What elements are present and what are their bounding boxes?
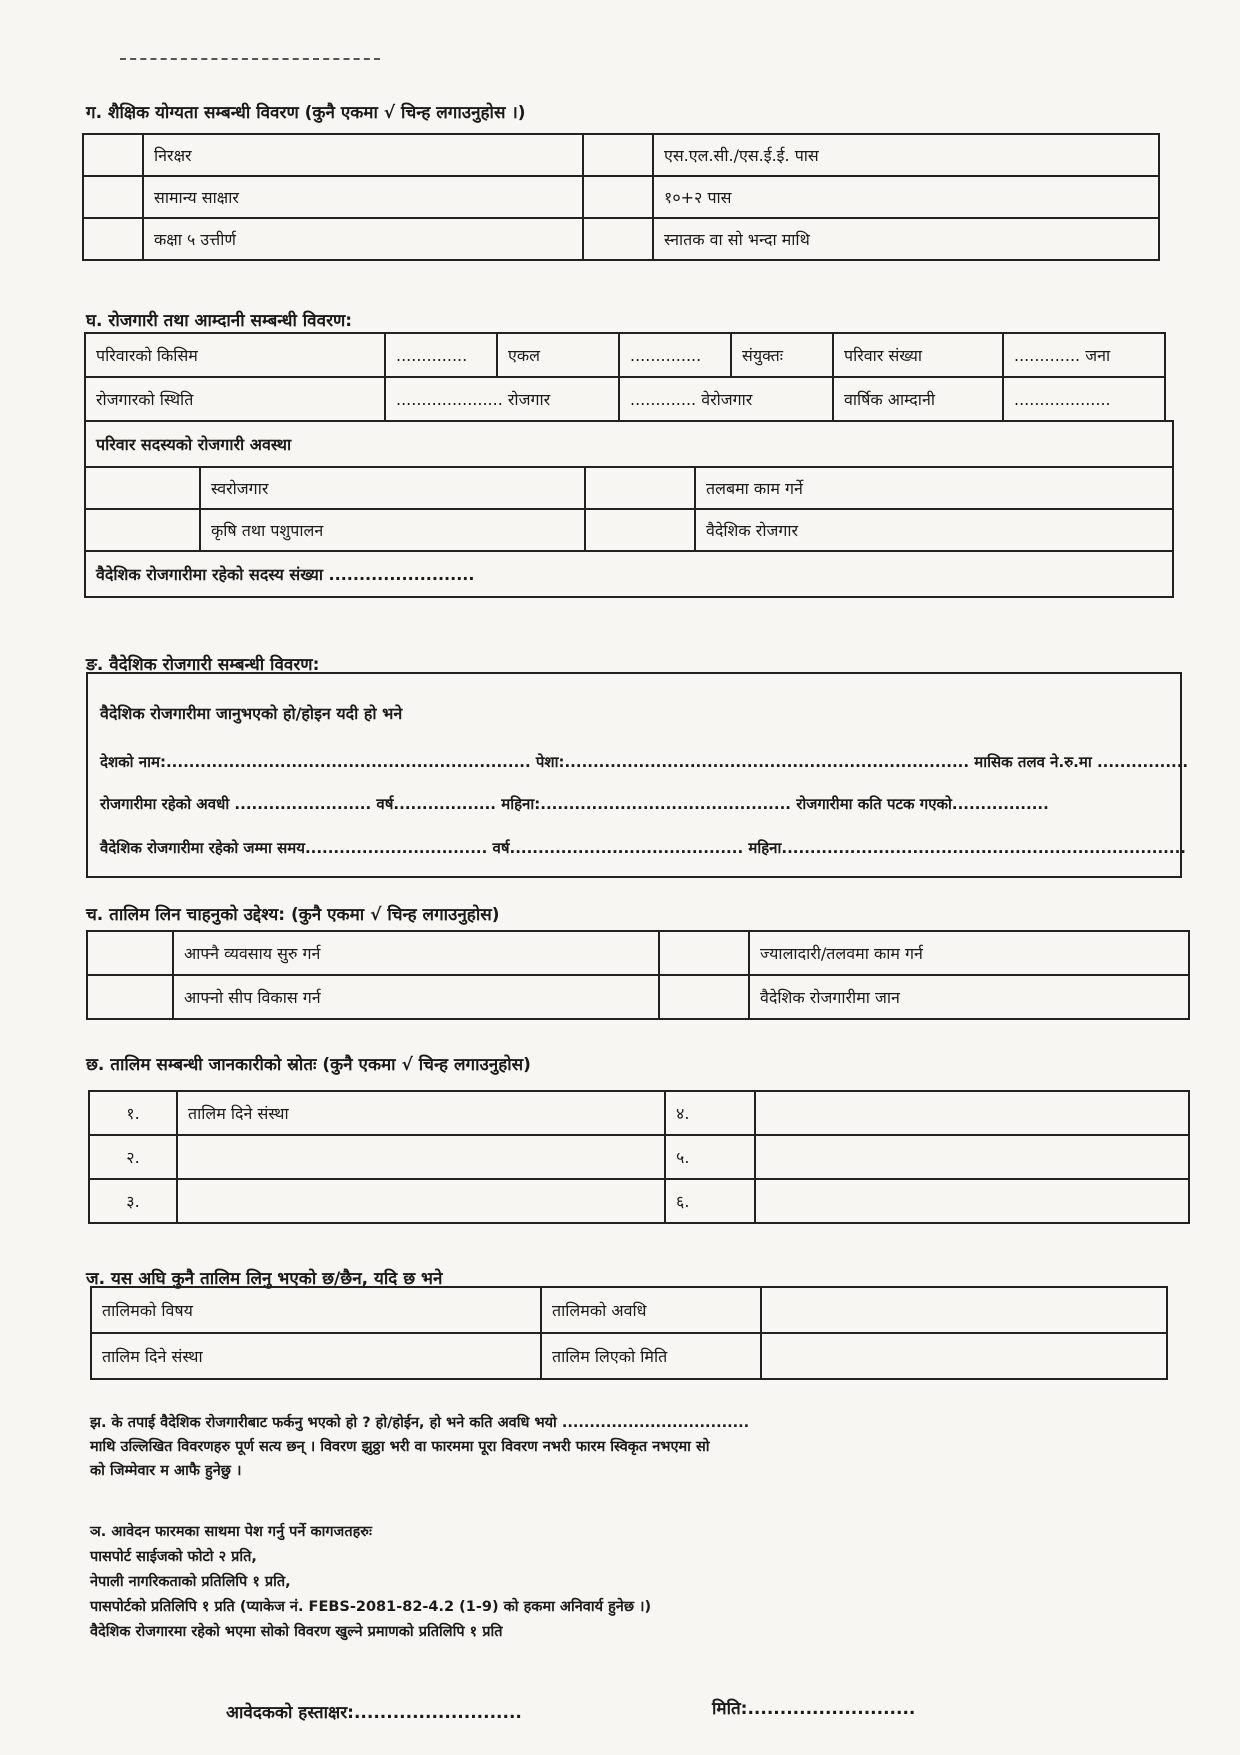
option-label: आफ्नो सीप विकास गर्न (173, 975, 659, 1019)
training-institute-label[interactable]: तालिम दिने संस्था (91, 1333, 541, 1379)
country-occupation-salary-line[interactable]: देशको नाम:................................................................ पेशा:....................................................................... मासिक तलव ने.रु.मा ................ (100, 753, 1189, 771)
training-purpose-table (86, 930, 1190, 1020)
document-item: वैदेशिक रोजगारमा रहेको भएमा सोको विवरण खुल्ने प्रमाणको प्रतिलिपि १ प्रति (90, 1624, 503, 1640)
blank-field[interactable]: .............. (619, 333, 731, 377)
checkbox-cell[interactable] (585, 509, 695, 551)
option-single: एकल (497, 333, 619, 377)
employed-option[interactable]: ..................... रोजगार (385, 377, 619, 421)
source-number: ६. (665, 1179, 755, 1223)
option-label: वैदेशिक रोजगारीमा जान (749, 975, 1189, 1019)
checkbox-cell[interactable] (585, 467, 695, 509)
previous-training-table (90, 1286, 1168, 1380)
annual-income-label: वार्षिक आम्दानी (833, 377, 1003, 421)
foreign-member-count[interactable]: वैदेशिक रोजगारीमा रहेको सदस्य संख्या ........................ (85, 551, 1173, 597)
training-duration-label: तालिमको अवधि (541, 1287, 761, 1333)
checkbox-cell[interactable] (659, 931, 749, 975)
source-number: १. (89, 1091, 177, 1135)
option-label: निरक्षर (143, 134, 583, 176)
applicant-signature[interactable]: आवेदकको हस्ताक्षर:.......................... (226, 1703, 522, 1723)
section-chha-title: छ. तालिम सम्बन्धी जानकारीको स्रोतः (कुनै एकमा √ चिन्ह लगाउनुहोस) (86, 1055, 531, 1075)
checkbox-cell[interactable] (83, 218, 143, 260)
checkbox-cell[interactable] (583, 134, 653, 176)
table-row (85, 377, 1165, 421)
family-count-label: परिवार संख्या (833, 333, 1003, 377)
member-employment-table (84, 420, 1174, 598)
annual-income-field[interactable]: ................... (1003, 377, 1165, 421)
top-divider (120, 58, 380, 60)
source-text[interactable] (177, 1179, 665, 1223)
table-row (83, 134, 1159, 176)
checkbox-cell[interactable] (583, 176, 653, 218)
table-row (83, 176, 1159, 218)
checkbox-cell[interactable] (87, 931, 173, 975)
training-duration-field[interactable] (761, 1287, 1167, 1333)
option-label: १०+२ पास (653, 176, 1159, 218)
family-count-field[interactable]: ............. जना (1003, 333, 1165, 377)
training-source-table (88, 1090, 1190, 1224)
source-text-field[interactable] (755, 1091, 1189, 1135)
table-row (85, 333, 1165, 377)
table-row (85, 421, 1173, 467)
source-text[interactable] (177, 1135, 665, 1179)
section-ja-title: ज. यस अघि कुनै तालिम लिनु भएको छ/छैन, यदि छ भने (86, 1269, 443, 1289)
section-ga-title: ग. शैक्षिक योग्यता सम्बन्धी विवरण (कुनै एकमा √ चिन्ह लगाउनुहोस ।) (86, 103, 526, 123)
source-number: ४. (665, 1091, 755, 1135)
training-date-label: तालिम लिएको मिति (541, 1333, 761, 1379)
option-label: आफ्नै व्यवसाय सुरु गर्न (173, 931, 659, 975)
table-row (85, 551, 1173, 597)
table-row (87, 931, 1189, 975)
option-label: सामान्य साक्षार (143, 176, 583, 218)
document-item: पासपोर्टको प्रतिलिपि १ प्रति (प्याकेज नं. FEBS-2081-82-4.2 (1-9) को हकमा अनिवार्य हुनेछ ।) (90, 1599, 652, 1615)
checkbox-cell[interactable] (659, 975, 749, 1019)
training-subject-label[interactable]: तालिमको विषय (91, 1287, 541, 1333)
option-label: वैदेशिक रोजगार (695, 509, 1173, 551)
option-label: ज्यालादारी/तलवमा काम गर्न (749, 931, 1189, 975)
source-text-field[interactable] (755, 1179, 1189, 1223)
blank-field[interactable]: .............. (385, 333, 497, 377)
unemployed-option[interactable]: ............. वेरोजगार (619, 377, 833, 421)
option-label: स्नातक वा सो भन्दा माथि (653, 218, 1159, 260)
table-row (89, 1091, 1189, 1135)
checkbox-cell[interactable] (83, 176, 143, 218)
declaration-line: को जिम्मेवार म आफै हुनेछु । (90, 1463, 242, 1479)
document-item: नेपाली नागरिकताको प्रतिलिपि १ प्रति, (90, 1574, 291, 1590)
checkbox-cell[interactable] (85, 467, 200, 509)
table-row (85, 509, 1173, 551)
documents-title: ञ. आवेदन फारमका साथमा पेश गर्नु पर्ने कागजतहरुः (90, 1524, 372, 1540)
table-row (89, 1135, 1189, 1179)
member-header: परिवार सदस्यको रोजगारी अवस्था (85, 421, 1173, 467)
source-number: ५. (665, 1135, 755, 1179)
document-item: पासपोर्ट साईजको फोटो २ प्रति, (90, 1549, 257, 1565)
option-joint: संयुक्तः (731, 333, 833, 377)
table-row (85, 467, 1173, 509)
duration-line[interactable]: रोजगारीमा रहेको अवधी ........................ वर्ष.................. महिना:............................................ रोजगारीमा कति पटक गएको................. (100, 795, 1049, 813)
section-gha-title: घ. रोजगारी तथा आम्दानी सम्बन्धी विवरण: (86, 311, 353, 331)
table-row (87, 975, 1189, 1019)
foreign-employment-question: वैदेशिक रोजगारीमा जानुभएको हो/होइन यदी हो भने (100, 704, 403, 723)
section-cha-title: च. तालिम लिन चाहनुको उद्देश्य: (कुनै एकमा √ चिन्ह लगाउनुहोस) (86, 905, 500, 925)
training-date-field[interactable] (761, 1333, 1167, 1379)
section-nga-title: ङ. वैदेशिक रोजगारी सम्बन्धी विवरण: (86, 655, 320, 675)
return-question[interactable]: झ. के तपाई वैदेशिक रोजगारीबाट फर्कनु भएको हो ? हो/होईन, हो भने कति अवधि भयो .................................. (90, 1415, 750, 1431)
source-text[interactable]: तालिम दिने संस्था (177, 1091, 665, 1135)
source-number: २. (89, 1135, 177, 1179)
declaration-line: माथि उल्लिखित विवरणहरु पूर्ण सत्य छन् । विवरण झुठ्ठा भरी वा फारममा पूरा विवरण नभरी फारम स्विकृत नभएमा सो (90, 1439, 710, 1455)
option-label: एस.एल.सी./एस.ई.ई. पास (653, 134, 1159, 176)
table-row (91, 1333, 1167, 1379)
employment-type-table (84, 332, 1166, 422)
option-label: कक्षा ५ उत्तीर्ण (143, 218, 583, 260)
option-label: तलबमा काम गर्ने (695, 467, 1173, 509)
checkbox-cell[interactable] (85, 509, 200, 551)
total-time-line[interactable]: वैदेशिक रोजगारीमा रहेको जम्मा समय................................ वर्ष......................................... महिना....................................................................... (100, 839, 1186, 857)
table-row (89, 1179, 1189, 1223)
family-type-label: परिवारको किसिम (85, 333, 385, 377)
education-table (82, 133, 1160, 261)
option-label: स्वरोजगार (200, 467, 585, 509)
source-number: ३. (89, 1179, 177, 1223)
source-text-field[interactable] (755, 1135, 1189, 1179)
checkbox-cell[interactable] (583, 218, 653, 260)
signature-date[interactable]: मिति:.......................... (712, 1699, 916, 1719)
option-label: कृषि तथा पशुपालन (200, 509, 585, 551)
required-documents (90, 1520, 651, 1645)
table-row (91, 1287, 1167, 1333)
checkbox-cell[interactable] (83, 134, 143, 176)
checkbox-cell[interactable] (87, 975, 173, 1019)
table-row (83, 218, 1159, 260)
employment-status-label: रोजगारको स्थिति (85, 377, 385, 421)
